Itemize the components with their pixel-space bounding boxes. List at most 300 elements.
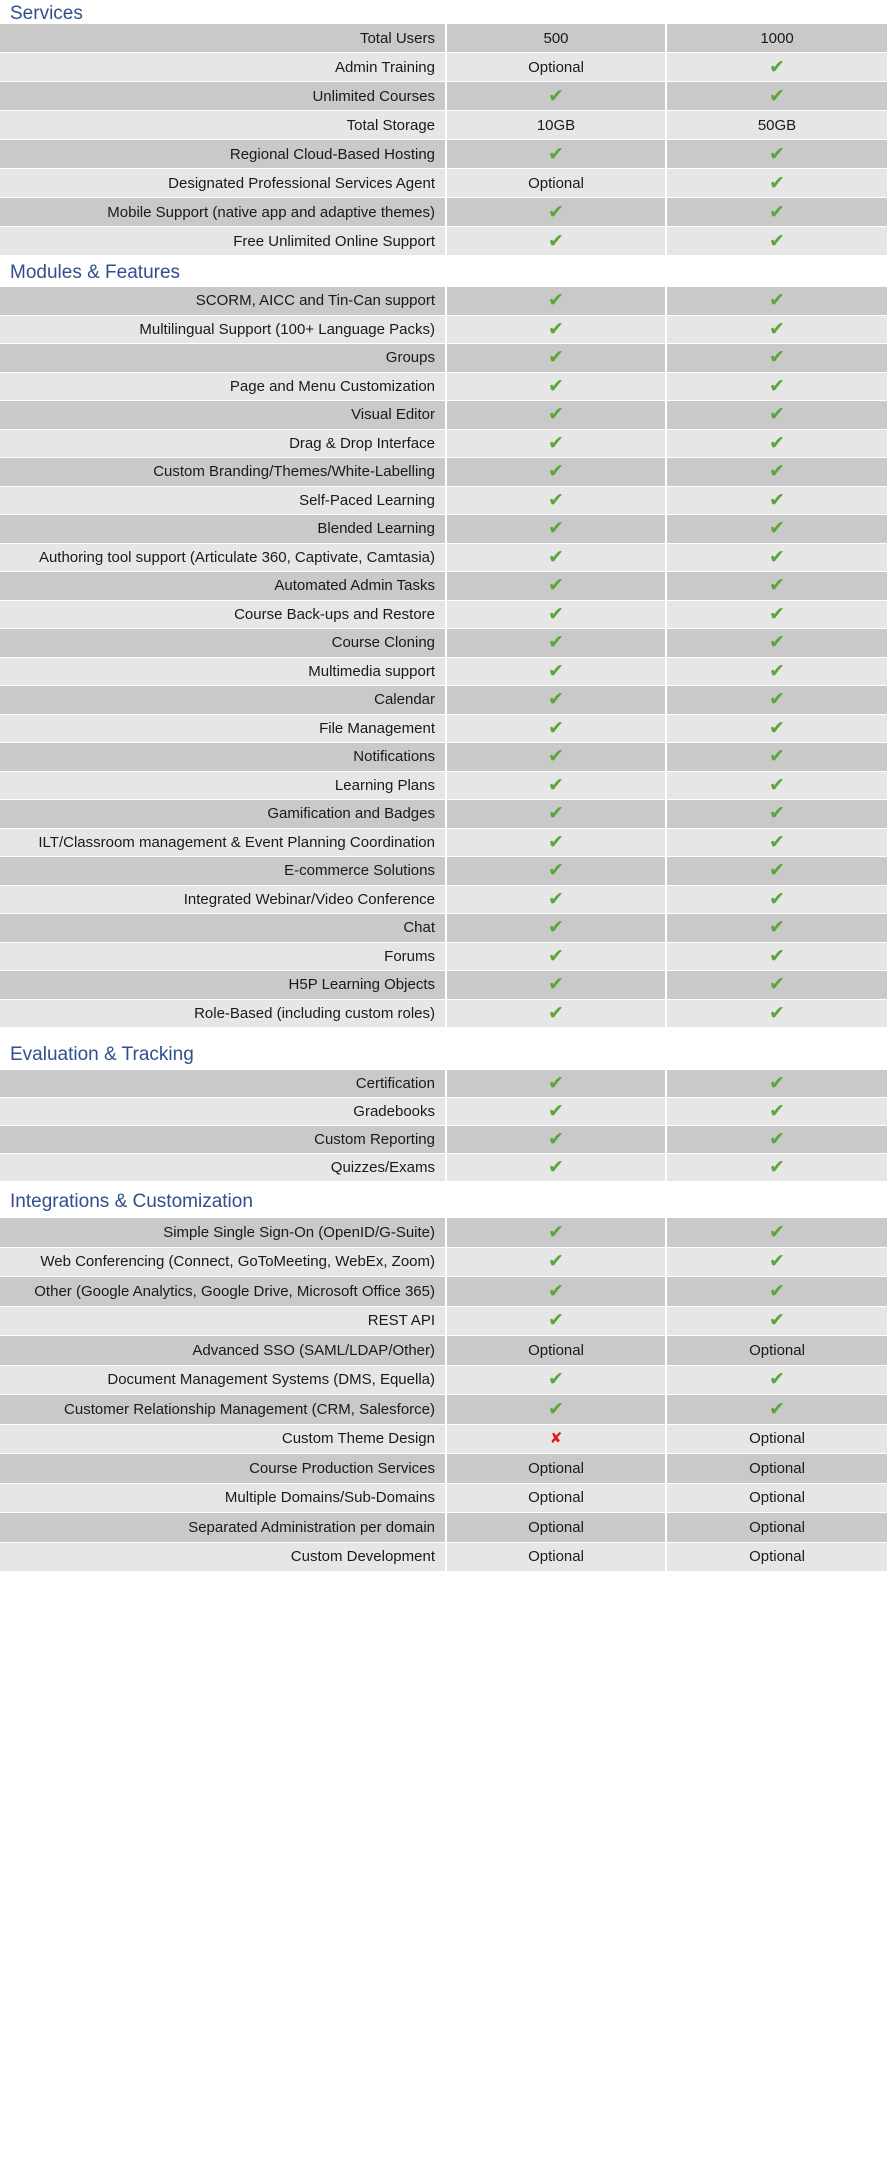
included-cell — [667, 1098, 887, 1125]
table-row — [0, 140, 887, 169]
table-row — [0, 1513, 887, 1543]
feature-label: Role-Based (including custom roles) — [0, 1000, 447, 1028]
checkmark-icon: ✔ — [548, 773, 564, 796]
included-cell — [447, 886, 667, 914]
checkmark-icon: ✔ — [769, 200, 785, 223]
included-cell — [667, 886, 887, 914]
table-row — [0, 227, 887, 256]
included-cell — [447, 686, 667, 714]
section-title: Evaluation & Tracking — [10, 1044, 194, 1065]
included-cell — [667, 1248, 887, 1277]
checkmark-icon: ✔ — [769, 346, 785, 369]
included-cell — [667, 430, 887, 458]
value-cell — [667, 24, 887, 52]
feature-label: Document Management Systems (DMS, Equella) — [0, 1366, 447, 1395]
checkmark-icon: ✔ — [548, 1397, 564, 1420]
table-row — [0, 572, 887, 601]
table-row — [0, 1543, 887, 1573]
table-row — [0, 487, 887, 516]
table-row — [0, 1307, 887, 1337]
checkmark-icon: ✔ — [769, 859, 785, 882]
included-cell — [667, 857, 887, 885]
included-cell — [667, 1366, 887, 1395]
checkmark-icon: ✔ — [769, 84, 785, 107]
feature-label: Learning Plans — [0, 772, 447, 800]
checkmark-icon: ✔ — [769, 1250, 785, 1273]
checkmark-icon: ✔ — [769, 688, 785, 711]
table-row — [0, 1218, 887, 1248]
included-cell — [667, 287, 887, 315]
included-cell — [447, 1000, 667, 1028]
checkmark-icon: ✔ — [548, 1001, 564, 1024]
feature-label: Separated Administration per domain — [0, 1513, 447, 1542]
table-row — [0, 1126, 887, 1154]
checkmark-icon: ✔ — [769, 1397, 785, 1420]
feature-label: File Management — [0, 715, 447, 743]
feature-label: Regional Cloud-Based Hosting — [0, 140, 447, 168]
checkmark-icon: ✔ — [769, 374, 785, 397]
table-row — [0, 1425, 887, 1455]
feature-label: Course Cloning — [0, 629, 447, 657]
table-row — [0, 515, 887, 544]
included-cell — [667, 686, 887, 714]
feature-label: Designated Professional Services Agent — [0, 169, 447, 197]
table-row — [0, 344, 887, 373]
not-included-cell — [447, 1425, 667, 1454]
feature-label: Customer Relationship Management (CRM, Salesforce) — [0, 1395, 447, 1424]
feature-label: Custom Reporting — [0, 1126, 447, 1153]
checkmark-icon: ✔ — [769, 1001, 785, 1024]
cross-icon: ✘ — [549, 1429, 563, 1448]
feature-label: Gamification and Badges — [0, 800, 447, 828]
checkmark-icon: ✔ — [548, 142, 564, 165]
included-cell — [667, 487, 887, 515]
value-cell — [667, 1454, 887, 1483]
included-cell — [447, 601, 667, 629]
checkmark-icon: ✔ — [548, 659, 564, 682]
table-row — [0, 772, 887, 801]
feature-label: ILT/Classroom management & Event Planning Coordination — [0, 829, 447, 857]
table-row — [0, 1070, 887, 1098]
checkmark-icon: ✔ — [548, 1128, 564, 1150]
checkmark-icon: ✔ — [548, 1220, 564, 1243]
comparison-table — [0, 24, 887, 256]
feature-label: Multimedia support — [0, 658, 447, 686]
checkmark-icon: ✔ — [548, 887, 564, 910]
checkmark-icon: ✔ — [548, 716, 564, 739]
included-cell — [447, 430, 667, 458]
table-row — [0, 544, 887, 573]
checkmark-icon: ✔ — [769, 944, 785, 967]
table-row — [0, 800, 887, 829]
included-cell — [447, 1098, 667, 1125]
value-cell — [447, 1543, 667, 1572]
checkmark-icon: ✔ — [548, 431, 564, 454]
value-text: Optional — [749, 1548, 805, 1566]
included-cell — [667, 572, 887, 600]
included-cell — [447, 487, 667, 515]
included-cell — [667, 198, 887, 226]
feature-label: Chat — [0, 914, 447, 942]
checkmark-icon: ✔ — [769, 171, 785, 194]
value-cell — [447, 1513, 667, 1542]
comparison-table — [0, 287, 887, 1028]
table-row — [0, 1154, 887, 1182]
checkmark-icon: ✔ — [769, 716, 785, 739]
included-cell — [447, 1248, 667, 1277]
checkmark-icon: ✔ — [769, 517, 785, 540]
checkmark-icon: ✔ — [548, 1279, 564, 1302]
checkmark-icon: ✔ — [769, 1220, 785, 1243]
table-row — [0, 24, 887, 53]
included-cell — [667, 1307, 887, 1336]
feature-label: Visual Editor — [0, 401, 447, 429]
table-row — [0, 1395, 887, 1425]
included-cell — [667, 169, 887, 197]
included-cell — [667, 316, 887, 344]
value-cell — [667, 1484, 887, 1513]
checkmark-icon: ✔ — [769, 488, 785, 511]
feature-label: Gradebooks — [0, 1098, 447, 1125]
value-text: 50GB — [757, 116, 797, 134]
checkmark-icon: ✔ — [548, 200, 564, 223]
checkmark-icon: ✔ — [769, 916, 785, 939]
included-cell — [447, 1307, 667, 1336]
value-text: Optional — [528, 1341, 584, 1359]
section-services — [0, 0, 887, 256]
included-cell — [667, 601, 887, 629]
checkmark-icon: ✔ — [769, 55, 785, 78]
checkmark-icon: ✔ — [769, 773, 785, 796]
included-cell — [667, 1000, 887, 1028]
feature-label: Simple Single Sign-On (OpenID/G-Suite) — [0, 1218, 447, 1247]
value-cell — [447, 1484, 667, 1513]
included-cell — [447, 829, 667, 857]
included-cell — [447, 1277, 667, 1306]
section-integrations-and-customization — [0, 1182, 887, 1572]
included-cell — [667, 1395, 887, 1424]
table-row — [0, 373, 887, 402]
value-cell — [667, 1513, 887, 1542]
feature-label: Notifications — [0, 743, 447, 771]
checkmark-icon: ✔ — [548, 545, 564, 568]
table-row — [0, 829, 887, 858]
included-cell — [447, 544, 667, 572]
table-row — [0, 715, 887, 744]
checkmark-icon: ✔ — [548, 916, 564, 939]
comparison-table — [0, 1218, 887, 1572]
feature-label: H5P Learning Objects — [0, 971, 447, 999]
feature-label: REST API — [0, 1307, 447, 1336]
feature-label: Advanced SSO (SAML/LDAP/Other) — [0, 1336, 447, 1365]
included-cell — [667, 772, 887, 800]
table-row — [0, 401, 887, 430]
value-text: Optional — [528, 1518, 584, 1536]
checkmark-icon: ✔ — [548, 374, 564, 397]
checkmark-icon: ✔ — [769, 830, 785, 853]
feature-label: Authoring tool support (Articulate 360, Captivate, Camtasia) — [0, 544, 447, 572]
checkmark-icon: ✔ — [769, 574, 785, 597]
checkmark-icon: ✔ — [769, 142, 785, 165]
included-cell — [447, 914, 667, 942]
table-row — [0, 601, 887, 630]
feature-label: Self-Paced Learning — [0, 487, 447, 515]
checkmark-icon: ✔ — [548, 229, 564, 252]
included-cell — [447, 316, 667, 344]
included-cell — [667, 53, 887, 81]
included-cell — [667, 1218, 887, 1247]
checkmark-icon: ✔ — [769, 802, 785, 825]
feature-label: Admin Training — [0, 53, 447, 81]
table-row — [0, 1000, 887, 1029]
included-cell — [667, 544, 887, 572]
included-cell — [667, 515, 887, 543]
value-text: 1000 — [760, 29, 794, 47]
value-cell — [447, 53, 667, 81]
table-row — [0, 686, 887, 715]
included-cell — [667, 914, 887, 942]
included-cell — [447, 1126, 667, 1153]
checkmark-icon: ✔ — [769, 403, 785, 426]
included-cell — [447, 943, 667, 971]
included-cell — [667, 373, 887, 401]
table-row — [0, 1366, 887, 1396]
feature-label: Certification — [0, 1070, 447, 1097]
table-row — [0, 743, 887, 772]
feature-label: Mobile Support (native app and adaptive themes) — [0, 198, 447, 226]
value-cell — [667, 1543, 887, 1572]
checkmark-icon: ✔ — [548, 830, 564, 853]
included-cell — [447, 515, 667, 543]
table-row — [0, 169, 887, 198]
feature-label: Multiple Domains/Sub-Domains — [0, 1484, 447, 1513]
table-row — [0, 198, 887, 227]
checkmark-icon: ✔ — [548, 517, 564, 540]
value-text: Optional — [749, 1459, 805, 1477]
feature-label: Course Production Services — [0, 1454, 447, 1483]
value-text: Optional — [749, 1489, 805, 1507]
included-cell — [667, 1126, 887, 1153]
feature-label: SCORM, AICC and Tin-Can support — [0, 287, 447, 315]
checkmark-icon: ✔ — [769, 1156, 785, 1178]
included-cell — [447, 629, 667, 657]
section-modules-and-features — [0, 255, 887, 1028]
value-text: Optional — [749, 1518, 805, 1536]
checkmark-icon: ✔ — [548, 688, 564, 711]
checkmark-icon: ✔ — [548, 802, 564, 825]
table-row — [0, 943, 887, 972]
section-evaluation-and-tracking — [0, 1035, 887, 1182]
checkmark-icon: ✔ — [769, 431, 785, 454]
feature-label: Custom Theme Design — [0, 1425, 447, 1454]
checkmark-icon: ✔ — [548, 460, 564, 483]
feature-label: Web Conferencing (Connect, GoToMeeting, WebEx, Zoom) — [0, 1248, 447, 1277]
feature-label: Other (Google Analytics, Google Drive, Microsoft Office 365) — [0, 1277, 447, 1306]
checkmark-icon: ✔ — [769, 1128, 785, 1150]
feature-label: Total Storage — [0, 111, 447, 139]
section-title: Modules & Features — [10, 262, 181, 283]
included-cell — [667, 344, 887, 372]
checkmark-icon: ✔ — [548, 84, 564, 107]
included-cell — [447, 344, 667, 372]
included-cell — [447, 227, 667, 255]
checkmark-icon: ✔ — [548, 602, 564, 625]
value-text: Optional — [528, 174, 584, 192]
checkmark-icon: ✔ — [769, 1279, 785, 1302]
checkmark-icon: ✔ — [548, 973, 564, 996]
checkmark-icon: ✔ — [769, 229, 785, 252]
table-row — [0, 111, 887, 140]
feature-label: Total Users — [0, 24, 447, 52]
checkmark-icon: ✔ — [769, 545, 785, 568]
checkmark-icon: ✔ — [769, 631, 785, 654]
included-cell — [667, 82, 887, 110]
included-cell — [447, 198, 667, 226]
checkmark-icon: ✔ — [769, 887, 785, 910]
checkmark-icon: ✔ — [769, 745, 785, 768]
included-cell — [447, 82, 667, 110]
value-text: Optional — [749, 1430, 805, 1448]
included-cell — [447, 1154, 667, 1181]
feature-label: E-commerce Solutions — [0, 857, 447, 885]
included-cell — [447, 772, 667, 800]
feature-label: Drag & Drop Interface — [0, 430, 447, 458]
value-cell — [667, 1425, 887, 1454]
included-cell — [667, 1154, 887, 1181]
checkmark-icon: ✔ — [769, 1368, 785, 1391]
value-cell — [447, 1336, 667, 1365]
checkmark-icon: ✔ — [769, 1100, 785, 1122]
table-row — [0, 857, 887, 886]
table-row — [0, 1248, 887, 1278]
included-cell — [447, 140, 667, 168]
value-text: 500 — [543, 29, 569, 47]
included-cell — [447, 715, 667, 743]
included-cell — [447, 971, 667, 999]
included-cell — [447, 401, 667, 429]
feature-label: Custom Branding/Themes/White-Labelling — [0, 458, 447, 486]
included-cell — [447, 373, 667, 401]
included-cell — [447, 287, 667, 315]
included-cell — [447, 572, 667, 600]
included-cell — [447, 1395, 667, 1424]
value-text: Optional — [528, 1489, 584, 1507]
value-cell — [447, 111, 667, 139]
checkmark-icon: ✔ — [548, 1072, 564, 1094]
checkmark-icon: ✔ — [548, 289, 564, 312]
section-title: Services — [10, 3, 83, 24]
included-cell — [667, 715, 887, 743]
table-row — [0, 658, 887, 687]
value-cell — [447, 169, 667, 197]
value-text: Optional — [749, 1341, 805, 1359]
table-row — [0, 914, 887, 943]
included-cell — [447, 1218, 667, 1247]
included-cell — [667, 743, 887, 771]
feature-label: Automated Admin Tasks — [0, 572, 447, 600]
included-cell — [667, 971, 887, 999]
value-text: 10GB — [536, 116, 576, 134]
included-cell — [667, 1277, 887, 1306]
checkmark-icon: ✔ — [769, 973, 785, 996]
table-row — [0, 1454, 887, 1484]
checkmark-icon: ✔ — [548, 346, 564, 369]
feature-label: Groups — [0, 344, 447, 372]
checkmark-icon: ✔ — [769, 602, 785, 625]
section-title: Integrations & Customization — [10, 1191, 253, 1212]
checkmark-icon: ✔ — [769, 1072, 785, 1094]
value-cell — [667, 1336, 887, 1365]
feature-label: Custom Development — [0, 1543, 447, 1572]
included-cell — [447, 1070, 667, 1097]
feature-label: Free Unlimited Online Support — [0, 227, 447, 255]
table-row — [0, 1098, 887, 1126]
included-cell — [667, 1070, 887, 1097]
feature-label: Quizzes/Exams — [0, 1154, 447, 1181]
value-cell — [667, 111, 887, 139]
feature-label: Page and Menu Customization — [0, 373, 447, 401]
table-row — [0, 316, 887, 345]
checkmark-icon: ✔ — [548, 1368, 564, 1391]
included-cell — [447, 857, 667, 885]
checkmark-icon: ✔ — [548, 1156, 564, 1178]
checkmark-icon: ✔ — [548, 859, 564, 882]
table-row — [0, 430, 887, 459]
value-cell — [447, 1454, 667, 1483]
checkmark-icon: ✔ — [548, 1250, 564, 1273]
included-cell — [447, 800, 667, 828]
feature-label: Integrated Webinar/Video Conference — [0, 886, 447, 914]
checkmark-icon: ✔ — [548, 488, 564, 511]
included-cell — [667, 227, 887, 255]
feature-label: Blended Learning — [0, 515, 447, 543]
table-row — [0, 1336, 887, 1366]
table-row — [0, 458, 887, 487]
checkmark-icon: ✔ — [548, 944, 564, 967]
checkmark-icon: ✔ — [548, 745, 564, 768]
checkmark-icon: ✔ — [769, 289, 785, 312]
comparison-table — [0, 1070, 887, 1182]
value-text: Optional — [528, 1459, 584, 1477]
feature-label: Unlimited Courses — [0, 82, 447, 110]
included-cell — [667, 629, 887, 657]
checkmark-icon: ✔ — [548, 574, 564, 597]
feature-label: Course Back-ups and Restore — [0, 601, 447, 629]
checkmark-icon: ✔ — [769, 659, 785, 682]
included-cell — [447, 1366, 667, 1395]
checkmark-icon: ✔ — [548, 317, 564, 340]
table-row — [0, 1277, 887, 1307]
included-cell — [667, 458, 887, 486]
table-row — [0, 1484, 887, 1514]
included-cell — [447, 458, 667, 486]
checkmark-icon: ✔ — [769, 460, 785, 483]
table-row — [0, 629, 887, 658]
included-cell — [667, 140, 887, 168]
included-cell — [667, 800, 887, 828]
included-cell — [667, 829, 887, 857]
checkmark-icon: ✔ — [548, 1100, 564, 1122]
checkmark-icon: ✔ — [548, 1309, 564, 1332]
value-cell — [447, 24, 667, 52]
table-row — [0, 287, 887, 316]
included-cell — [447, 743, 667, 771]
feature-label: Multilingual Support (100+ Language Packs) — [0, 316, 447, 344]
value-text: Optional — [528, 1548, 584, 1566]
included-cell — [667, 658, 887, 686]
table-row — [0, 82, 887, 111]
included-cell — [667, 943, 887, 971]
